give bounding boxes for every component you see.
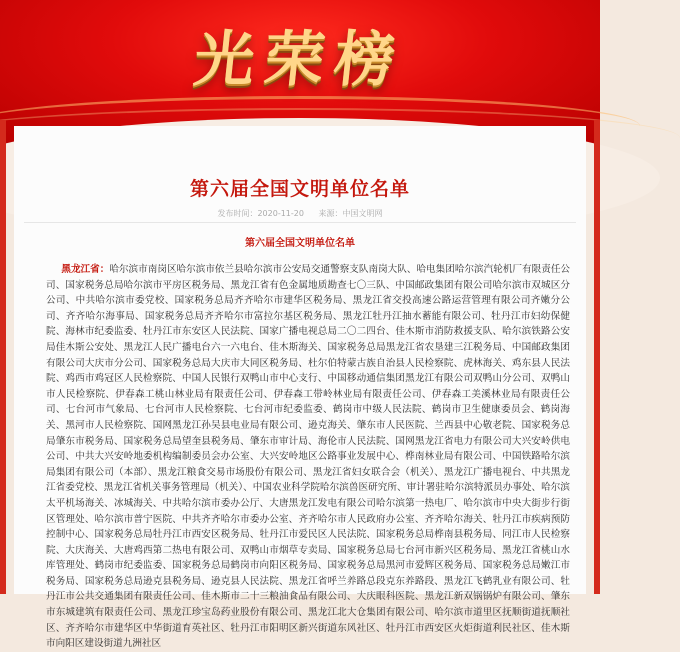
meta-divider xyxy=(24,222,576,223)
article-meta xyxy=(14,208,586,219)
banner-title: 光荣榜 xyxy=(190,25,409,95)
article-source: 来源：中国文明网 xyxy=(318,209,383,218)
article-body xyxy=(46,262,570,652)
publish-time: 发布时间：2020-11-20 xyxy=(217,209,304,218)
frame-right-border xyxy=(594,120,600,594)
article-subheading: 第六届全国文明单位名单 xyxy=(245,238,355,249)
article-headline: 第六届全国文明单位名单 xyxy=(189,178,410,200)
region-label: 黑龙江省： xyxy=(61,264,110,275)
frame-left-border xyxy=(0,120,6,594)
unit-list: 哈尔滨市南岗区哈尔滨市依兰县哈尔滨市公安局交通警察支队南岗大队、哈电集团哈尔滨汽轮机厂有限责任公司、国家税务总局哈尔滨市平房区税务局、黑龙江省有色金属地质勘查七〇三队、中国邮政集团有限公司哈尔滨市双城区分公司、中共哈尔滨市委党校、国家税务总局齐齐哈尔市建华区税务局、黑龙江省交投高速公路运营管理有限公司齐嫩分公司、齐齐哈尔海事局、国家税务总局齐齐哈尔市富拉尔基区税务局、黑龙江牡丹江抽水蓄能有限公司、牡丹江市妇幼保健院、海林市纪委监委、牡丹江市东安区人民法院、国家广播电视总局二〇二四台、佳木斯市消防救援支队、哈尔滨铁路公安局佳木斯公安处、黑龙江人民广播电台六一六电台、佳木斯海关、国家税务总局黑龙江省农垦建三江税务局、中国邮政集团有限公司大庆市分公司、国家税务总局大庆市大同区税务局、杜尔伯特蒙古族自治县人民检察院、虎林海关、鸡东县人民法院、鸡西市鸡冠区人民检察院、中国人民银行双鸭山市中心支行、中国移动通信集团黑龙江有限公司双鸭山分公司、双鸭山市人民检察院、伊春森工桃山林业局有限责任公司、伊春森工带岭林业局有限责任公司、伊春森工美溪林业局有限责任公司、七台河市气象局、七台河市人民检察院、七台河市纪委监委、鹤岗市中级人民法院、鹤岗市卫生健康委员会、鹤岗海关、黑河市人民检察院、国网黑龙江孙吴县电业局有限公司、逊克海关、肇东市人民医院、兰西县中心敬老院、国家税务总局肇东市税务局、国家税务总局望奎县税务局、肇东市审计局、海伦市人民法院、国网黑龙江省电力有限公司大兴安岭供电公司、中共大兴安岭地委机构编制委员会办公室、大兴安岭地区公路事业发展中心、桦南林业局有限公司、中国铁路哈尔滨局集团有限公司（本部）、黑龙江粮食交易市场股份有限公司、黑龙江省妇女联合会（机关）、黑龙江广播电视台、中共黑龙江省委党校、黑龙江省机关事务管理局（机关）、中国农业科学院哈尔滨兽医研究所、审计署驻哈尔滨特派员办事处、哈尔滨太平机场海关、冰城海关、中共哈尔滨市委办公厅、大唐黑龙江发电有限公司哈尔滨第一热电厂、哈尔滨市中央大街步行街区管理处、哈尔滨市普宁医院、中共齐齐哈尔市委办公室、齐齐哈尔市人民政府办公室、齐齐哈尔海关、牡丹江市疾病预防控制中心、国家税务总局牡丹江市西安区税务局、牡丹江市爱民区人民法院、国家税务总局桦南县税务局、同江市人民检察院、大庆海关、大唐鸡西第二热电有限公司、双鸭山市烟草专卖局、国家税务总局七台河市新兴区税务局、黑龙江省桃山水库管理处、鹤岗市纪委监委、国家税务总局鹤岗市向阳区税务局、国家税务总局黑河市爱辉区税务局、国家税务总局嫩江市税务局、国家税务总局逊克县税务局、逊克县人民法院、黑龙江省呼兰养路总段克东养路段、黑龙江飞鹤乳业有限公司、牡丹江市公共交通集团有限责任公司、佳木斯市二十三粮油食品有限公司、大庆眼科医院、黑龙江新双锅锅炉有限公司、肇东市东城建筑有限责任公司、黑龙江珍宝岛药业股份有限公司、黑龙江北大仓集团有限公司、哈尔滨市道里区抚顺街道抚顺社区、齐齐哈尔市建华区中华街道育英社区、牡丹江市阳明区新兴街道东风社区、牡丹江市西安区火炬街道利民社区、佳木斯市向阳区建设街道九洲社区 xyxy=(46,264,571,650)
article-card xyxy=(14,126,586,650)
